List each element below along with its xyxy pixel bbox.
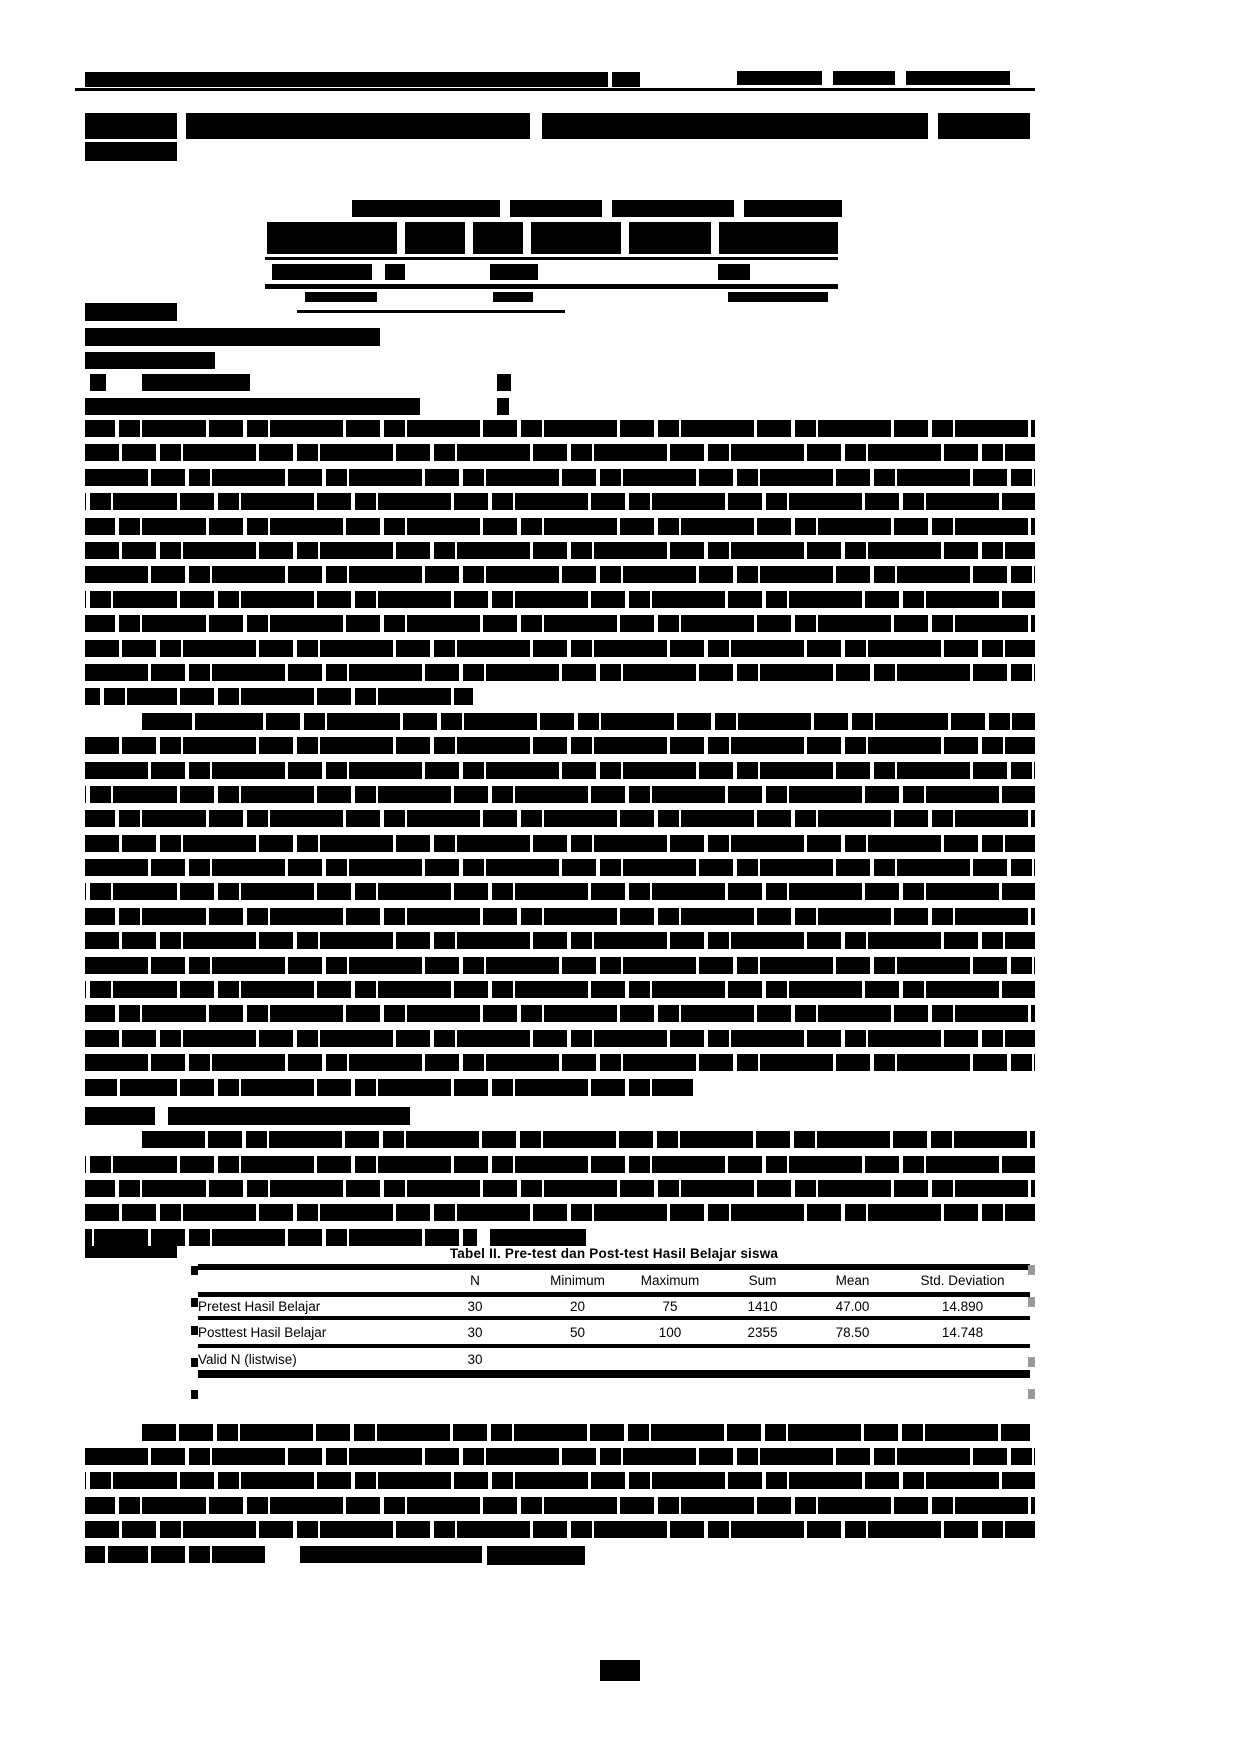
cell-minimum <box>530 1346 625 1374</box>
redacted-text-line <box>85 420 1035 437</box>
redacted-text-line <box>85 72 608 87</box>
cell-n: 30 <box>467 1324 483 1340</box>
table-header-row <box>198 1267 1030 1294</box>
redacted-text-line <box>90 374 106 391</box>
table-row-valid-n <box>198 1346 1030 1374</box>
redacted-text-line <box>85 113 177 139</box>
cell-minimum: 20 <box>569 1298 586 1314</box>
redacted-text-line <box>737 71 822 85</box>
redacted-text-line <box>85 688 473 705</box>
table-border-marker <box>1028 1265 1035 1275</box>
redacted-text-line <box>85 835 1035 852</box>
redacted-text-line <box>906 71 1010 85</box>
redacted-text-line <box>493 292 533 302</box>
redacted-text-line <box>833 71 895 85</box>
redacted-text-line <box>542 113 928 139</box>
table-border-marker <box>191 1326 198 1335</box>
redacted-text-line <box>168 1107 410 1125</box>
table-border-marker <box>191 1298 198 1307</box>
redacted-text-line <box>85 737 1035 754</box>
cell-std-deviation: 14.748 <box>941 1324 984 1340</box>
cell-n: 30 <box>467 1298 483 1314</box>
cell-minimum: 50 <box>569 1324 586 1340</box>
redacted-text-line <box>85 932 1035 949</box>
redacted-text-line <box>490 264 538 280</box>
row-label: Pretest Hasil Belajar <box>198 1298 321 1314</box>
row-label: Valid N (listwise) <box>198 1351 297 1367</box>
redacted-text-line <box>85 1005 1035 1022</box>
redacted-text-line <box>85 1521 1035 1538</box>
redacted-text-line <box>612 72 640 87</box>
cell-std-deviation: 14.890 <box>941 1298 984 1314</box>
cell-mean: 47.00 <box>835 1298 870 1314</box>
table-border-marker <box>191 1266 198 1275</box>
redacted-text-line <box>85 1546 265 1563</box>
redacted-text-line <box>85 303 177 321</box>
cell-mean <box>810 1346 895 1374</box>
table-border-marker <box>191 1358 198 1367</box>
cell-sum: 2355 <box>747 1324 778 1340</box>
redacted-text-line <box>85 957 1035 974</box>
redacted-text-line <box>272 264 372 280</box>
table-border-marker <box>191 1390 198 1399</box>
redacted-text-line <box>75 88 1035 91</box>
redacted-text-line <box>85 398 420 415</box>
redacted-text-line <box>186 113 530 139</box>
redacted-text-line <box>265 257 838 260</box>
redacted-text-line <box>85 1472 1035 1489</box>
redacted-text-line <box>85 591 1035 608</box>
table-border-marker <box>1028 1357 1035 1367</box>
redacted-text-line <box>487 1551 585 1565</box>
cell-maximum: 75 <box>662 1298 678 1314</box>
redacted-text-line <box>85 493 1035 510</box>
redacted-text-line <box>85 1107 155 1125</box>
results-table <box>198 1264 1030 1378</box>
redacted-text-line <box>531 222 621 254</box>
redacted-text-line <box>305 292 377 302</box>
redacted-text-line <box>85 566 1035 583</box>
redacted-text-line <box>85 1229 477 1246</box>
redacted-text-line <box>142 1424 1030 1441</box>
col-header-empty <box>198 1267 420 1294</box>
table-row-posttest <box>198 1318 1030 1346</box>
redacted-text-line <box>473 222 523 254</box>
cell-std-deviation <box>895 1346 1030 1374</box>
redacted-text-line <box>85 142 177 161</box>
redacted-text-line <box>85 640 1035 657</box>
redacted-text-line <box>352 200 500 217</box>
col-header-mean: Mean <box>835 1273 870 1289</box>
redacted-text-line <box>85 518 1035 535</box>
redacted-text-line <box>718 264 750 280</box>
redacted-text-line <box>85 981 1035 998</box>
redacted-text-line <box>85 883 1035 900</box>
redacted-text-line <box>85 1030 1035 1047</box>
cell-maximum: 100 <box>658 1324 682 1340</box>
redacted-text-line <box>85 1079 693 1096</box>
redacted-text-line <box>297 310 565 313</box>
col-header-maximum: Maximum <box>640 1273 700 1289</box>
redacted-text-line <box>719 222 838 254</box>
redacted-text-line <box>85 762 1035 779</box>
cell-mean: 78.50 <box>835 1324 870 1340</box>
redacted-text-line <box>142 374 250 391</box>
row-label: Posttest Hasil Belajar <box>198 1324 327 1340</box>
redacted-text-line <box>85 444 1035 461</box>
redacted-text-line <box>300 1546 482 1563</box>
table-row-pretest <box>198 1294 1030 1318</box>
redacted-text-line <box>744 200 842 217</box>
redacted-text-line <box>85 664 1035 681</box>
redacted-text-line <box>85 1180 1035 1197</box>
redacted-text-line <box>85 615 1035 632</box>
redacted-text-line <box>600 1660 640 1681</box>
redacted-text-line <box>510 200 602 217</box>
redacted-text-line <box>85 469 1035 486</box>
redacted-text-line <box>267 222 397 254</box>
cell-sum: 1410 <box>747 1298 778 1314</box>
redacted-text-line <box>85 1497 1035 1514</box>
redacted-text-line <box>85 1156 1035 1173</box>
redacted-text-line <box>85 810 1035 827</box>
col-header-minimum: Minimum <box>550 1273 605 1289</box>
redacted-text-line <box>497 374 511 391</box>
redacted-text-line <box>405 222 465 254</box>
redacted-text-line <box>85 1204 1035 1221</box>
redacted-text-line <box>85 908 1035 925</box>
redacted-text-line <box>385 264 405 280</box>
cell-maximum <box>625 1346 715 1374</box>
redacted-text-line <box>938 113 1030 139</box>
redacted-text-line <box>728 292 828 302</box>
table-border-marker <box>1028 1389 1035 1399</box>
redacted-text-line <box>629 222 711 254</box>
cell-sum <box>715 1346 810 1374</box>
redacted-text-line <box>85 542 1035 559</box>
redacted-text-line <box>490 1229 586 1246</box>
col-header-sum: Sum <box>748 1273 777 1289</box>
redacted-text-line <box>85 352 215 369</box>
redacted-text-line <box>85 859 1035 876</box>
col-header-n: N <box>470 1273 480 1289</box>
redacted-text-line <box>142 1131 1035 1148</box>
col-header-std-deviation: Std. Deviation <box>920 1273 1005 1289</box>
redacted-text-line <box>85 328 380 346</box>
redacted-text-line <box>612 200 734 217</box>
redacted-text-line <box>85 1054 1035 1071</box>
cell-n: 30 <box>467 1351 483 1367</box>
redacted-text-line <box>85 786 1035 803</box>
redacted-text-line <box>497 398 509 415</box>
redacted-text-line <box>265 284 838 289</box>
redacted-text-line <box>85 1448 1035 1465</box>
table-border-marker <box>1028 1297 1035 1307</box>
table-caption: Tabel II. Pre-test dan Post-test Hasil Belajar siswa <box>449 1246 779 1261</box>
redacted-text-line <box>85 1246 177 1258</box>
redacted-text-line <box>142 713 1035 730</box>
